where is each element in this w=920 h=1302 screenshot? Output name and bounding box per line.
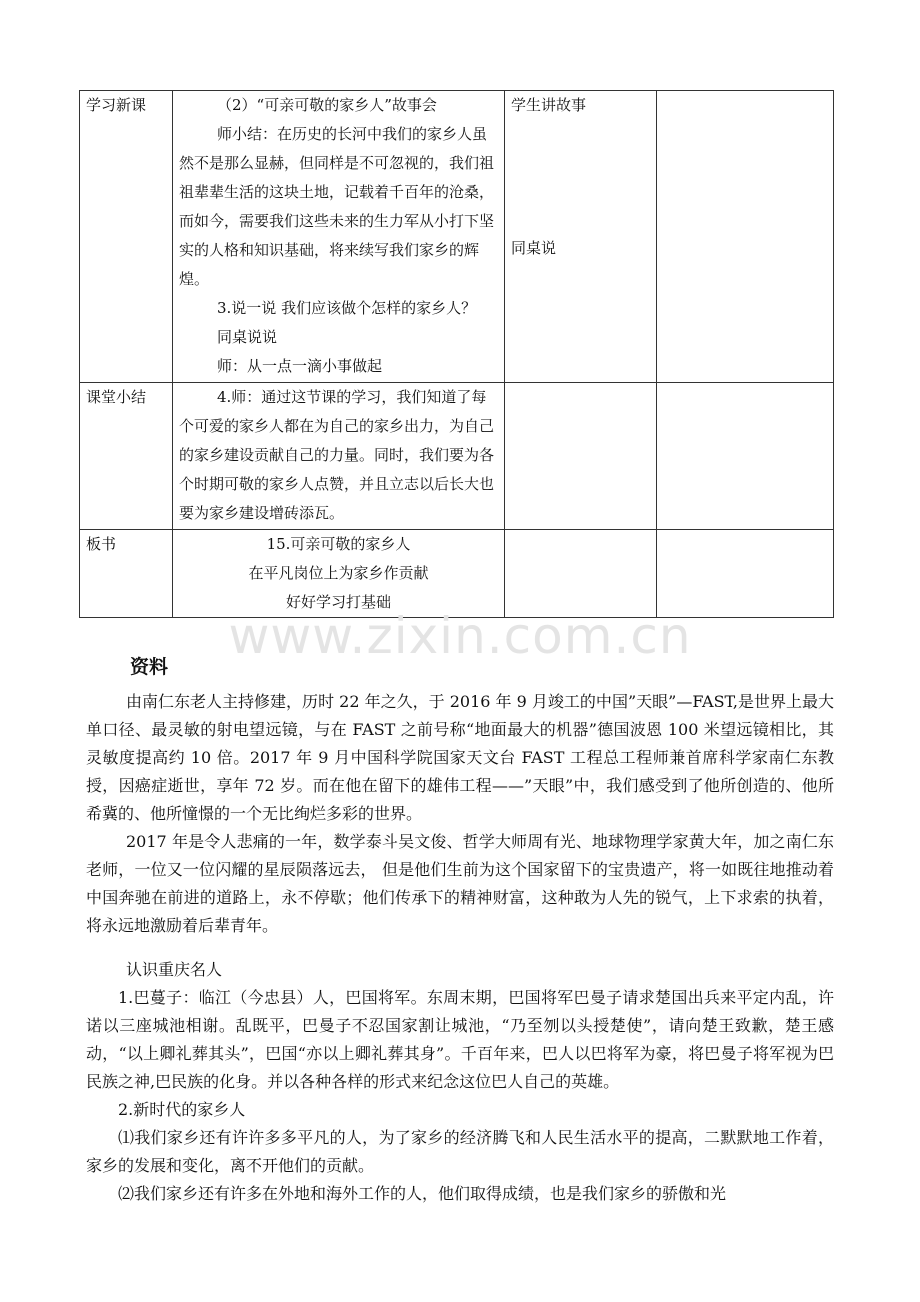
row-label-cell: [80, 91, 173, 383]
activity-text: 同桌说: [511, 239, 557, 257]
blackboard-line: 在平凡岗位上为家乡作贡献: [248, 564, 429, 582]
content-cell: [173, 91, 505, 383]
paragraph: 由南仁东老人主持修建，历时 22 年之久，于 2016 年 9 月竣工的中国”天眼”—FAST,是世界上最大单口径、最灵敏的射电望远镜，与在 FAST 之前号称“地面最大的机器”德国波恩 100 米望远镜相比，其灵敏度提高约 10 倍。2017 年 9 月中国科学院国家天文台 FAST 工程总工程师兼首席科学家南仁东教授，因癌症逝世，享年 72 岁。而在他在留下的雄伟工程——”天眼”中，我们感受到了他所创造的、他所希冀的、他所憧憬的一个无比绚烂多彩的世界。: [86, 692, 834, 823]
paragraph: 2017 年是令人悲痛的一年，数学泰斗吴文俊、哲学大师周有光、地球物理学家黄大年，加之南仁东老师，一位又一位闪耀的星辰陨落远去， 但是他们生前为这个国家留下的宝贵遗产，将一如既往地推动着中国奔驰在前进的道路上，永不停歇；他们传承下的精神财富，这种敢为人先的锐气，上下求索的执着，将永远地激励着后辈青年。: [86, 832, 834, 935]
content-cell: [173, 530, 505, 618]
empty-cell: [657, 383, 834, 530]
empty-cell: [657, 530, 834, 618]
row-label: 学习新课: [86, 96, 147, 114]
activity-text: 学生讲故事: [511, 96, 587, 114]
table-row: [80, 530, 834, 618]
class-summary-text: 4.师：通过这节课的学习，我们知道了每个可爱的家乡人都在为自己的家乡出力，为自己的家乡建设贡献自己的力量。同时，我们要为各个时期可敬的家乡人点赞，并且立志以后长大也要为家乡建设增砖添瓦。: [179, 388, 495, 522]
list-item: 2.新时代的家乡人: [118, 1100, 246, 1119]
list-item: 1.巴蔓子：临江（今忠县）人，巴国将军。东周末期，巴国将军巴曼子请求楚国出兵来平定内乱，许诺以三座城池相谢。乱既平，巴曼子不忍国家割让城池，“乃至刎以头授楚使”，请向楚王致歉，楚王感动，“以上卿礼葬其头”，巴国“亦以上卿礼葬其身”。千百年来，巴人以巴将军为豪，将巴曼子将军视为巴民族之神,巴民族的化身。并以各种各样的形式来纪念这位巴人自己的英雄。: [86, 988, 834, 1091]
content-cell: [173, 383, 505, 530]
story-meeting-title: （2）“可亲可敬的家乡人”故事会: [217, 96, 437, 114]
table-row: [80, 383, 834, 530]
empty-cell: [505, 530, 657, 618]
row-label: 课堂小结: [86, 388, 147, 406]
table-row: [80, 91, 834, 383]
paragraph-block: [86, 688, 834, 828]
activity-cell: [505, 91, 657, 383]
teacher-remark-text: 师：从一点一滴小事做起: [217, 357, 383, 375]
watermark: www.zixin.com.cn: [228, 607, 692, 665]
subsection-title: 认识重庆名人: [126, 960, 223, 979]
row-label: 板书: [86, 535, 117, 553]
empty-cell: [505, 383, 657, 530]
blackboard-line: 15.可亲可敬的家乡人: [266, 535, 411, 553]
empty-cell: [657, 91, 834, 383]
pair-discussion-text: 同桌说说: [217, 328, 278, 346]
lesson-plan-table: [79, 90, 834, 618]
teacher-summary-text: 师小结：在历史的长河中我们的家乡人虽然不是那么显赫，但同样是不可忽视的，我们祖祖辈辈生活的这块土地，记载着千百年的沧桑，而如今，需要我们这些未来的生力军从小打下坚实的人格和知识基础，将来续写我们家乡的辉煌。: [179, 125, 495, 288]
row-label-cell: [80, 383, 173, 530]
paragraph-block: [86, 828, 834, 940]
blackboard-line: 好好学习打基础: [285, 593, 391, 611]
list-item: ⑴我们家乡还有许许多多平凡的人，为了家乡的经济腾飞和人民生活水平的提高，二默默地工作着，家乡的发展和变化，离不开他们的贡献。: [86, 1128, 834, 1175]
row-label-cell: [80, 530, 173, 618]
question-3-text: 3.说一说 我们应该做个怎样的家乡人？: [217, 299, 477, 317]
figures-section: [86, 956, 834, 1208]
section-heading: 资料: [130, 656, 169, 678]
list-item: ⑵我们家乡还有许多在外地和海外工作的人，他们取得成绩，也是我们家乡的骄傲和光: [118, 1184, 727, 1203]
